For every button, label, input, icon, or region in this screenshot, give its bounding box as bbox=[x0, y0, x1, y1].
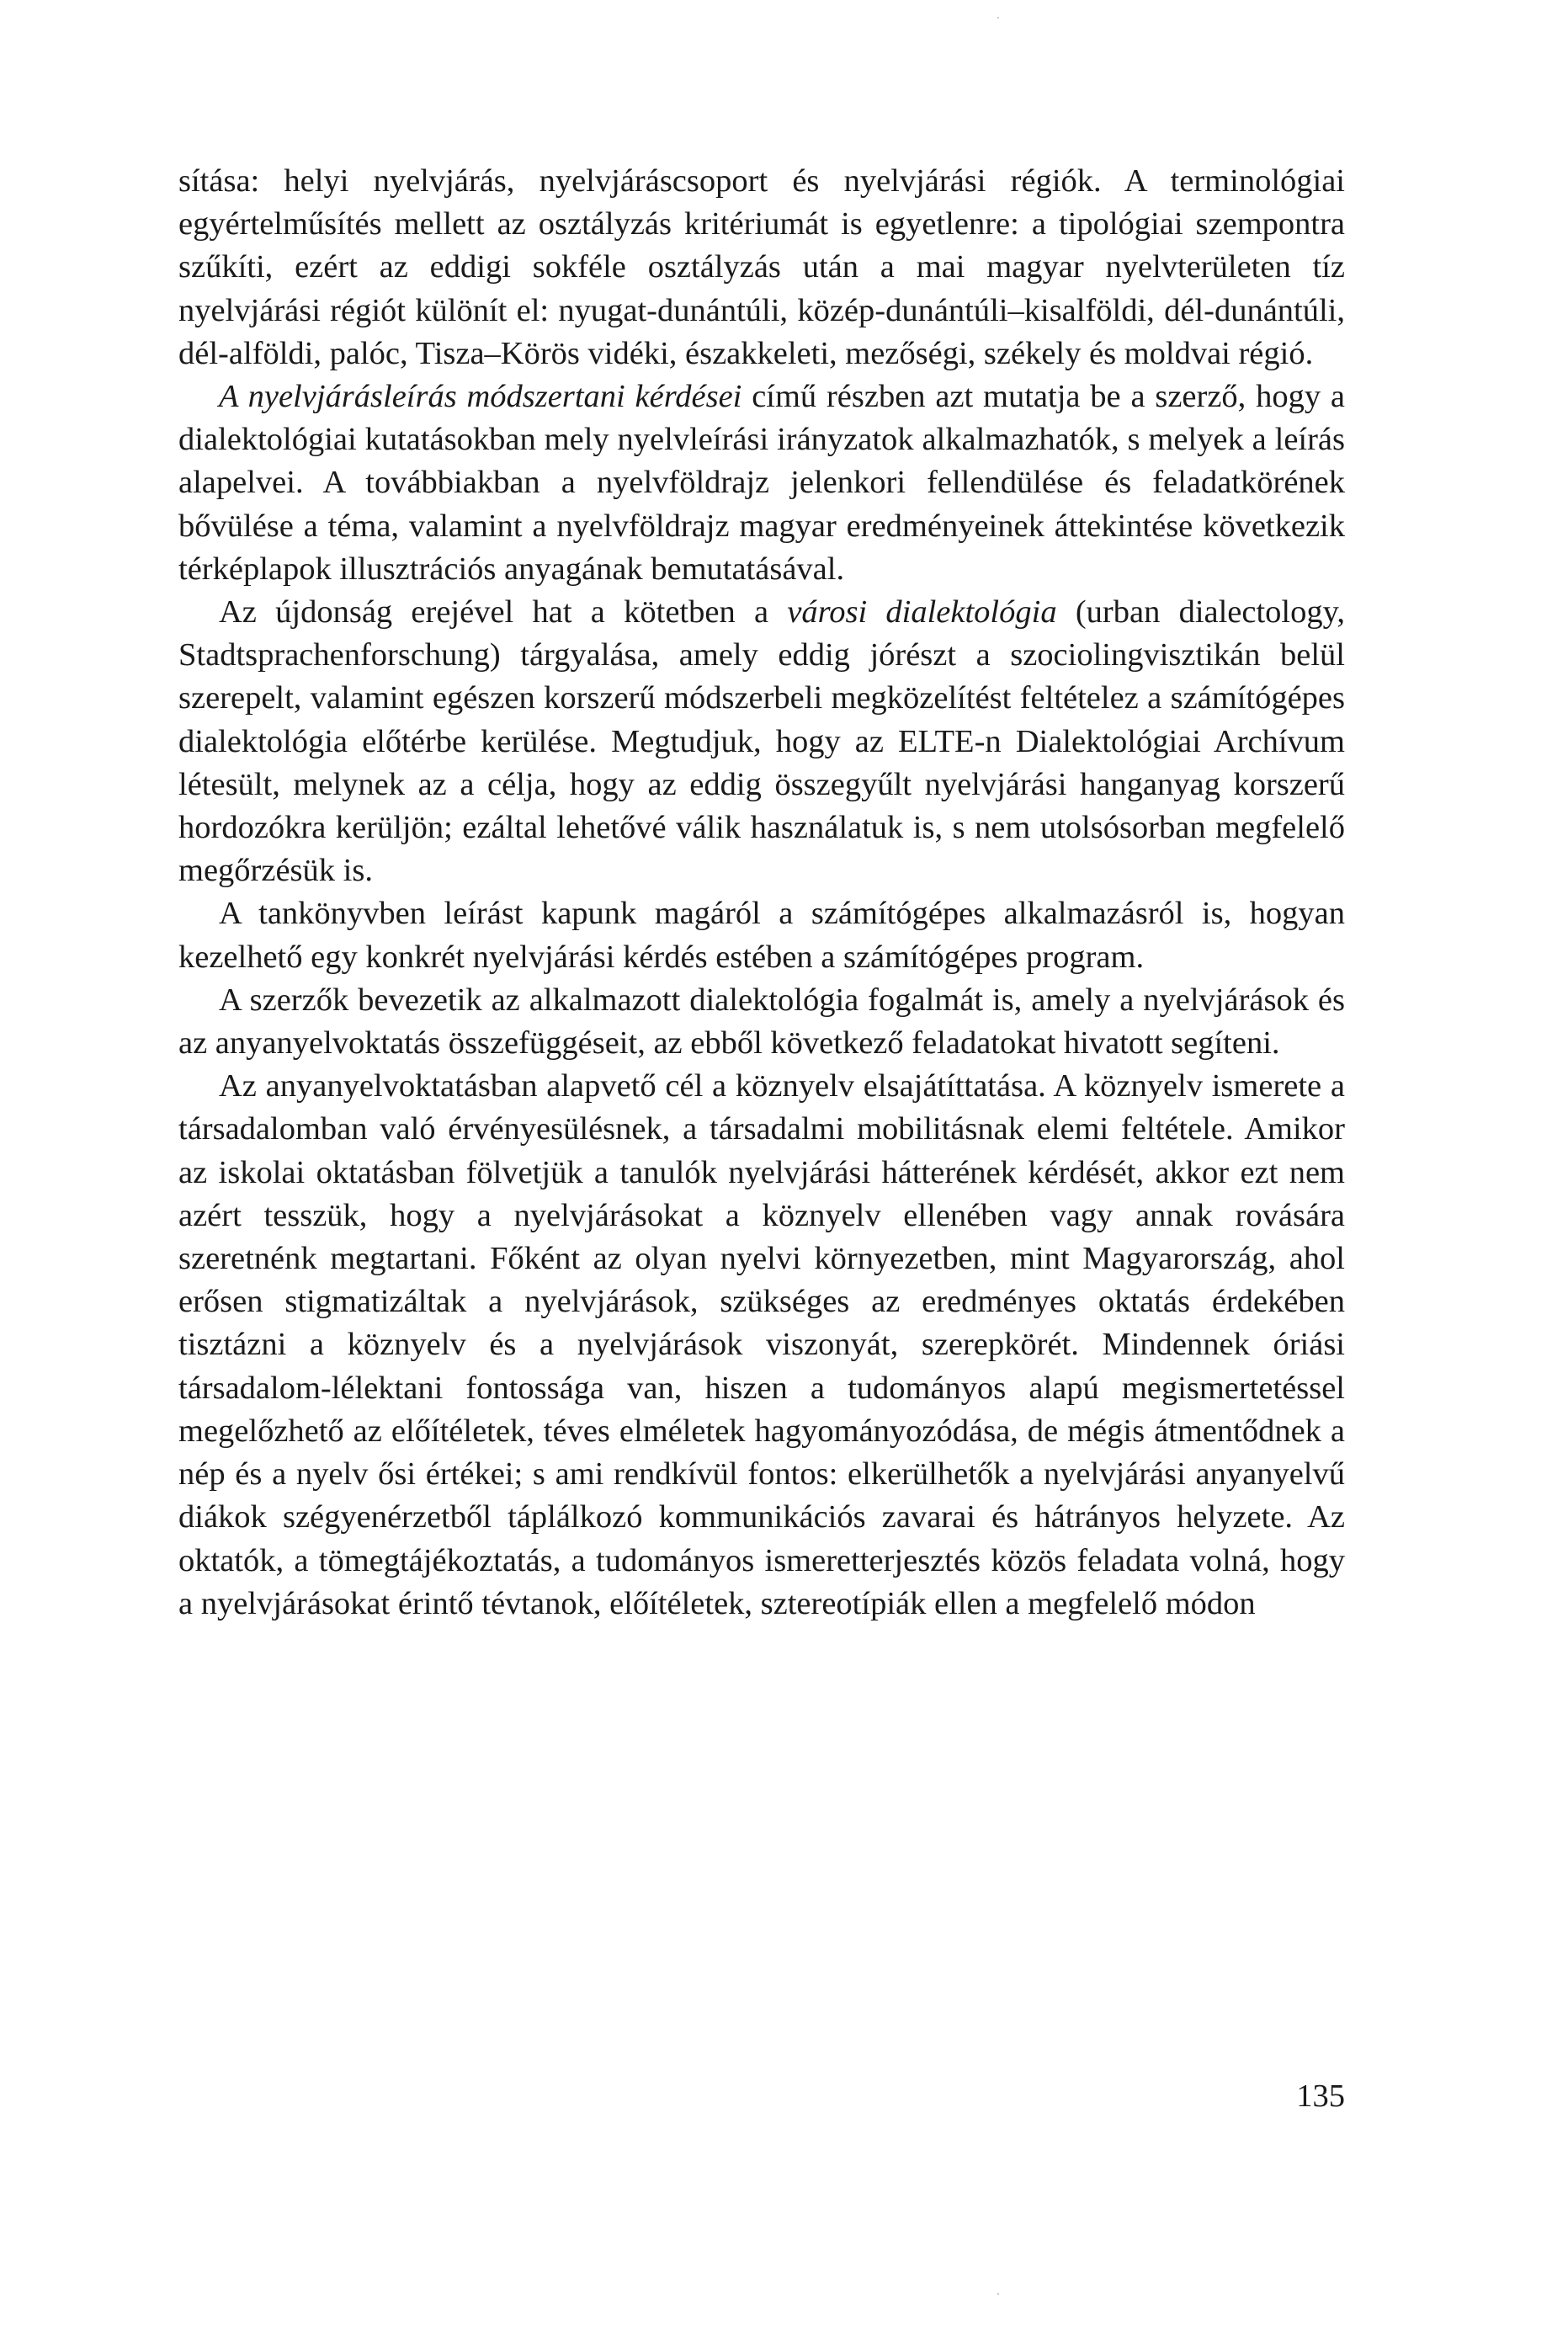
page-number: 135 bbox=[1296, 2078, 1345, 2114]
paragraph bbox=[178, 1065, 1345, 1626]
paragraph-text: (urban dialectology, Stadtsprachenforschung) tárgyalása, amely eddig jórészt a szociolingvisztikán belül szerepelt, valamint egészen korszerű módszerbeli megközelítést feltételez a számítógépes dialektológia előtérbe kerülése. Megtudjuk, hogy az ELTE-n Dialektológiai Archívum létesült, melynek az a célja, hogy az eddig összegyűlt nyelvjárási hanganyag korszerű hordozókra kerüljön; ezáltal lehetővé válik használatuk is, s nem utolsósorban megfelelő megőrzésük is. bbox=[178, 594, 1346, 889]
book-section-title: A nyelvjárásleírás módszertani kérdései bbox=[219, 379, 742, 415]
paragraph-text: sítása: helyi nyelvjárás, nyelvjáráscsoport és nyelvjárási régiók. A terminológiai egyértelműsítés mellett az osztályzás kritériumát is egyetlenre: a tipológiai szempontra szűkíti, ezért az eddigi sokféle osztályzás után a mai magyar nyelvterületen tíz nyelvjárási régiót különít el: nyugat-dunántúli, közép-dunántúli–kisalföldi, dél-dunántúli, dél-alföldi, palóc, Tisza–Körös vidéki, északkeleti, mezőségi, székely és moldvai régió. bbox=[178, 163, 1345, 371]
emphasized-term: városi dialektológia bbox=[787, 594, 1057, 631]
paragraph bbox=[178, 160, 1345, 375]
paragraph bbox=[178, 979, 1345, 1065]
scan-speck bbox=[997, 17, 999, 19]
paragraph-text: című részben azt mutatja be a szerző, hogy a dialektológiai kutatásokban mely nyelvleírási irányzatok alkalmazhatók, s melyek a leírás alapelvei. A továbbiakban a nyelvföldrajz jelenkori fellendülése és feladatkörének bővülése a téma, valamint a nyelvföldrajz magyar eredményeinek áttekintése következik térképlapok illusztrációs anyagának bemutatásával. bbox=[178, 379, 1345, 587]
paragraph-text: Az anyanyelvoktatásban alapvető cél a köznyelv elsajátíttatása. A köznyelv ismerete a társadalomban való érvényesülésnek, a társadalmi mobilitásnak elemi feltétele. Amikor az iskolai oktatásban fölvetjük a tanulók nyelvjárási hátterének kérdését, akkor ezt nem azért tesszük, hogy a nyelvjárásokat a köznyelv ellenében vagy annak rovására szeretnénk megtartani. Főként az olyan nyelvi környezetben, mint Magyarország, ahol erősen stigmatizáltak a nyelvjárások, szükséges az eredményes oktatás érdekében tisztázni a köznyelv és a nyelvjárások viszonyát, szerepkörét. Mindennek óriási társadalom-lélektani fontossága van, hiszen a tudományos alapú megismertetéssel megelőzhető az előítéletek, téves elméletek hagyományozódása, de mégis átmentődnek a nép és a nyelv ősi értékei; s ami rendkívül fontos: elkerülhetők a nyelvjárási anyanyelvű diákok szégyenérzetből táplálkozó kommunikációs zavarai és hátrányos helyzete. Az oktatók, a tömegtájékoztatás, a tudományos ismeretterjesztés közös feladata volná, hogy a nyelvjárásokat érintő tévtanok, előítéletek, sztereotípiák ellen a megfelelő módon bbox=[178, 1068, 1345, 1621]
paragraph bbox=[178, 591, 1345, 892]
paragraph-text: A tankönyvben leírást kapunk magáról a számítógépes alkalmazásról is, hogyan kezelhető egy konkrét nyelvjárási kérdés estében a számítógépes program. bbox=[178, 896, 1345, 975]
paragraph bbox=[178, 892, 1345, 978]
scan-speck bbox=[997, 2293, 999, 2295]
paragraph-text: A szerzők bevezetik az alkalmazott dialektológia fogalmát is, amely a nyelvjárások és az anyanyelvoktatás összefüggéseit, az ebből következő feladatokat hivatott segíteni. bbox=[178, 982, 1345, 1062]
paragraph-text: Az újdonság erejével hat a kötetben a bbox=[219, 594, 788, 631]
body-text bbox=[178, 160, 1345, 1626]
paragraph bbox=[178, 375, 1345, 591]
